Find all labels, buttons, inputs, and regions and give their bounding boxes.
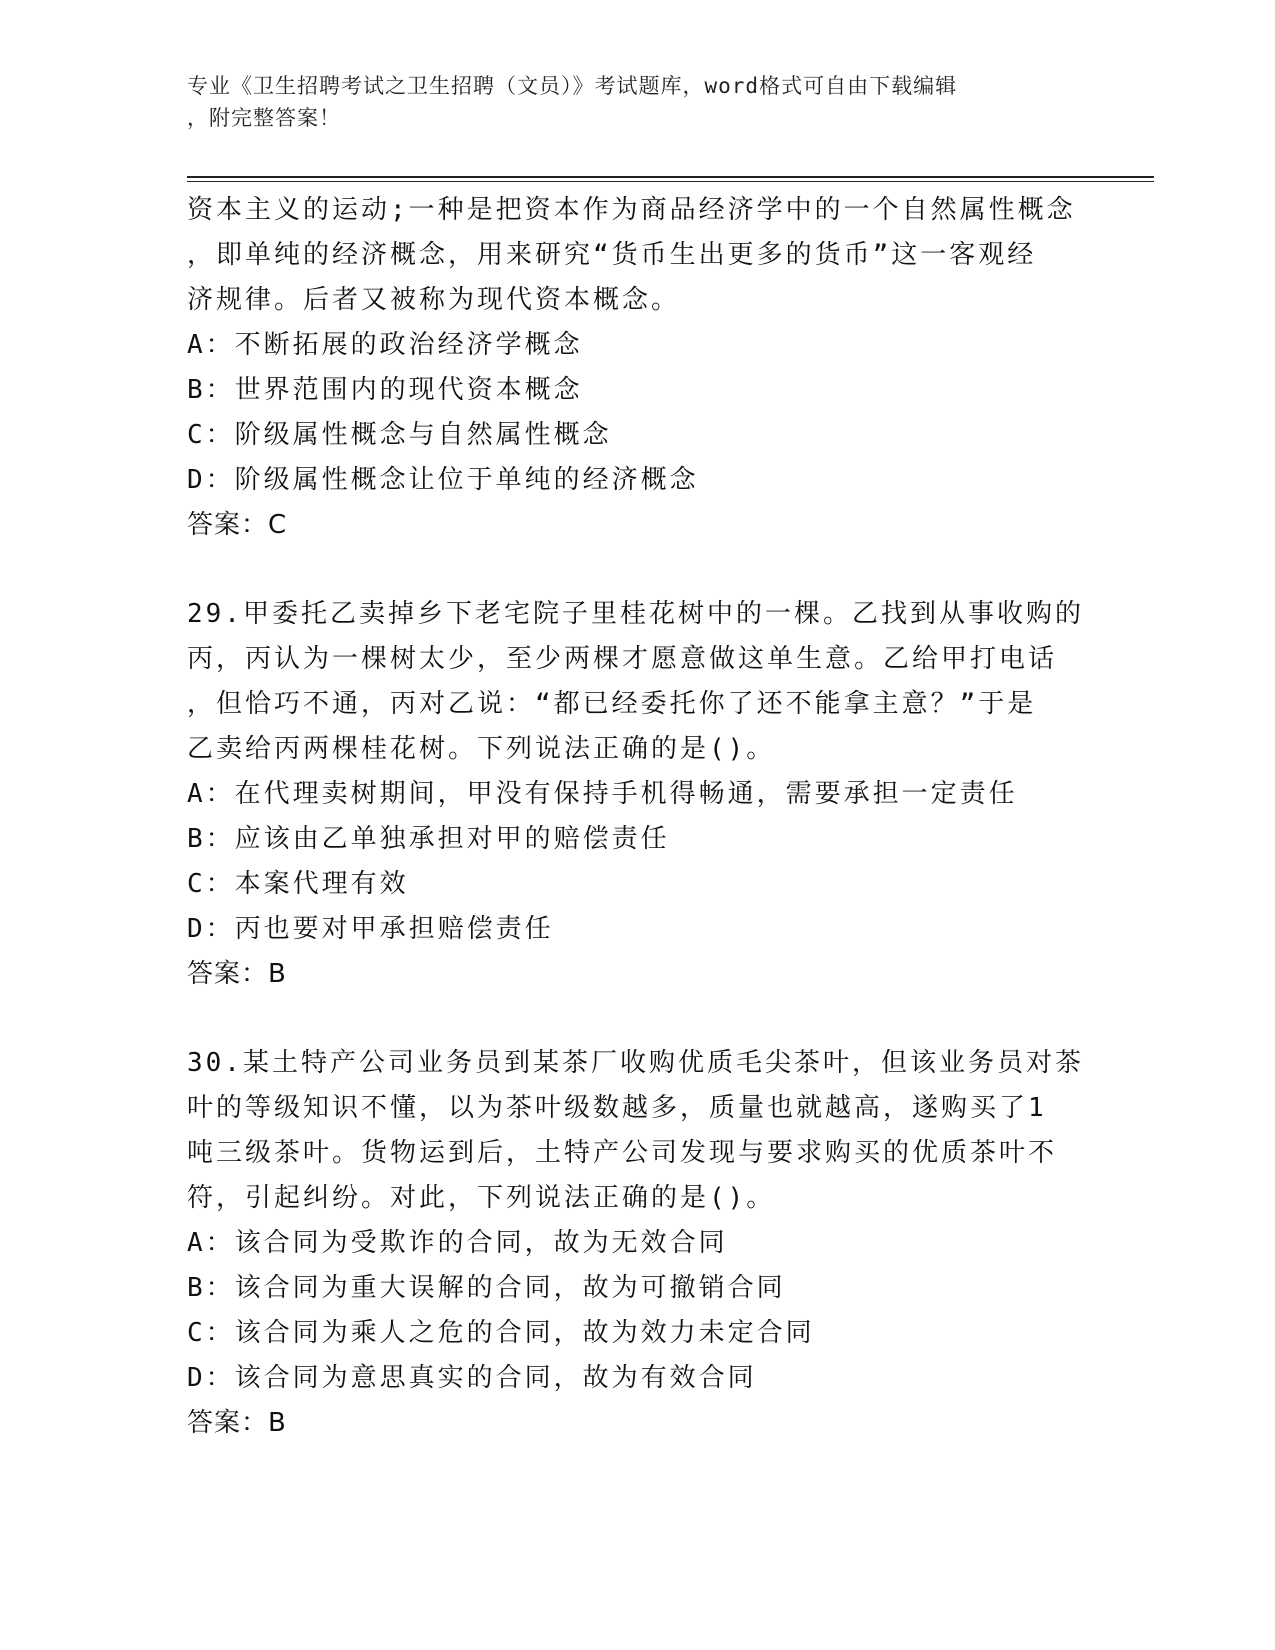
option-a: A：在代理卖树期间，甲没有保持手机得畅通，需要承担一定责任 xyxy=(187,779,1018,809)
option-b: B：世界范围内的现代资本概念 xyxy=(187,375,583,405)
header-line-2: ，附完整答案！ xyxy=(187,106,341,130)
question-text-line: 符，引起纠纷。对此，下列说法正确的是()。 xyxy=(187,1183,776,1213)
question-text-line: 30.某土特产公司业务员到某茶厂收购优质毛尖茶叶，但该业务员对茶 xyxy=(187,1048,1084,1078)
question-text-line: 叶的等级知识不懂，以为茶叶级数越多，质量也就越高，遂购买了1 xyxy=(187,1093,1047,1123)
question-text-line: 丙，丙认为一棵树太少，至少两棵才愿意做这单生意。乙给甲打电话 xyxy=(187,644,1058,674)
question-text-line: 29.甲委托乙卖掉乡下老宅院子里桂花树中的一棵。乙找到从事收购的 xyxy=(187,599,1084,629)
question-28 xyxy=(187,188,1092,548)
option-c: C：该合同为乘人之危的合同，故为效力未定合同 xyxy=(187,1318,815,1348)
option-c: C：阶级属性概念与自然属性概念 xyxy=(187,420,612,450)
option-a: A：该合同为受欺诈的合同，故为无效合同 xyxy=(187,1228,728,1258)
option-a: A：不断拓展的政治经济学概念 xyxy=(187,330,583,360)
question-30 xyxy=(187,1041,1092,1446)
spacer xyxy=(187,997,1092,1041)
question-text-line: 吨三级茶叶。货物运到后，土特产公司发现与要求购买的优质茶叶不 xyxy=(187,1138,1058,1168)
spacer xyxy=(187,548,1092,592)
answer-line: 答案：B xyxy=(187,959,287,989)
answer-line: 答案：B xyxy=(187,1408,287,1438)
option-d: D：阶级属性概念让位于单纯的经济概念 xyxy=(187,465,699,495)
question-text-line: ，即单纯的经济概念，用来研究“货币生出更多的货币”这一客观经 xyxy=(187,240,1037,270)
option-d: D：丙也要对甲承担赔偿责任 xyxy=(187,914,554,944)
header-line-1: 专业《卫生招聘考试之卫生招聘（文员）》考试题库，word格式可自由下载编辑 xyxy=(187,74,958,98)
question-text-line: 济规律。后者又被称为现代资本概念。 xyxy=(187,285,681,315)
option-c: C：本案代理有效 xyxy=(187,869,409,899)
option-b: B：应该由乙单独承担对甲的赔偿责任 xyxy=(187,824,670,854)
header-divider-thick xyxy=(187,176,1154,178)
document-header xyxy=(187,70,1067,134)
question-text-line: 乙卖给丙两棵桂花树。下列说法正确的是()。 xyxy=(187,734,776,764)
document-body xyxy=(187,188,1092,1446)
answer-line: 答案：C xyxy=(187,510,288,540)
question-29 xyxy=(187,592,1092,997)
question-text-line: ，但恰巧不通，丙对乙说：“都已经委托你了还不能拿主意？”于是 xyxy=(187,689,1037,719)
option-b: B：该合同为重大误解的合同，故为可撤销合同 xyxy=(187,1273,786,1303)
header-divider-thin xyxy=(187,181,1154,182)
option-d: D：该合同为意思真实的合同，故为有效合同 xyxy=(187,1363,757,1393)
question-text-line: 资本主义的运动;一种是把资本作为商品经济学中的一个自然属性概念 xyxy=(187,195,1076,225)
